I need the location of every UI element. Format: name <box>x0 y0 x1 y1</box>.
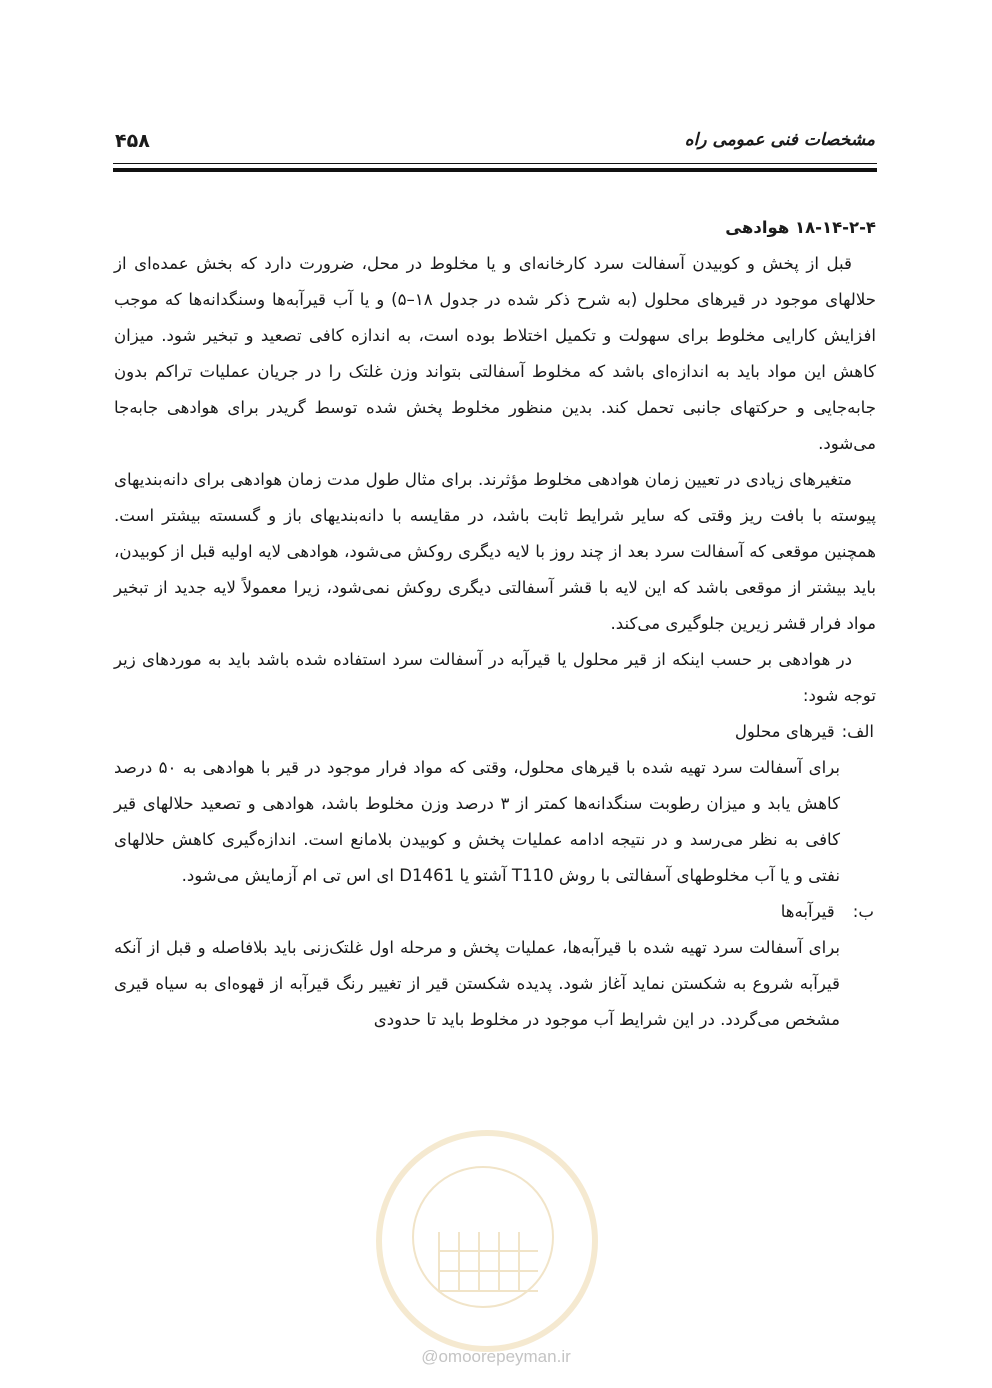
running-title: مشخصات فنی عمومی راه <box>684 130 875 150</box>
item-b-label <box>114 894 876 930</box>
item-a-text: برای آسفالت سرد تهیه شده با قیرهای محلول، وقتی که مواد فرار موجود در قیر با هوادهی به ۵۰ درصد کاهش یابد و میزان رطوبت سنگدانه‌ها کمتر از ۳ درصد وزن مخلوط باشد، هوادهی و تصعید حلالهای قیر کافی به نظر می‌رسد و در نتیجه ادامه عملیات پخش و کوبیدن بلامانع است. اندازه‌گیری کاهش حلالهای نفتی و یا آب مخلوطهای آسفالتی با روش T110 آشتو یا D1461 ای اس تی ام آزمایش می‌شود. <box>114 758 841 885</box>
section-heading: ۱۸-۱۴-۲-۴ هوادهی <box>725 218 876 237</box>
header-rule-thick <box>113 168 877 172</box>
paragraph: متغیرهای زیادی در تعیین زمان هوادهی مخلوط مؤثرند. برای مثال طول مدت زمان هوادهی برای دانه‌بندیهای پیوسته با بافت ریز وقتی که سایر شرایط ثابت باشد، در مقایسه با دانه‌بندیهای باز و گسسته بیشتر است. همچنین موقعی که آسفالت سرد بعد از چند روز با لایه دیگری روکش می‌شود، هوادهی لایه اولیه قبل از کوبیدن، باید بیشتر از موقعی باشد که این لایه با قشر آسفالتی دیگری روکش نمی‌شود، زیرا معمولاً لایه جدید از تبخیر مواد فرار قشر زیرین جلوگیری می‌کند. <box>114 470 876 633</box>
watermark-inner-ring <box>412 1166 554 1308</box>
watermark-seal-logo <box>376 1130 598 1352</box>
paragraph: در هوادهی بر حسب اینکه از قیر محلول یا قیرآبه در آسفالت سرد استفاده شده باشد باید به موردهای زیر توجه شود: <box>114 650 876 705</box>
page-header <box>115 130 875 154</box>
section-body <box>114 210 876 1038</box>
item-a-tag: الف: <box>841 722 874 741</box>
item-b-title: قیرآبه‌ها <box>780 902 835 921</box>
paragraph: قبل از پخش و کوبیدن آسفالت سرد کارخانه‌ای و یا مخلوط در محل، ضرورت دارد که بخش عمده‌ای از حلالهای موجود در قیرهای محلول (به شرح ذکر شده در جدول ۱۸–۵) و یا آب قیرآبه‌ها وسنگدانه‌ها که موجب افزایش کارایی مخلوط برای سهولت و تکمیل اختلاط بوده است، به اندازه کافی تصعید و تبخیر شود. میزان کاهش این مواد باید به اندازه‌ای باشد که مخلوط آسفالتی بتواند وزن غلتک را در جریان عملیات تراکم بدون جابه‌جایی و حرکتهای جانبی تحمل کند. بدین منظور مخلوط پخش شده توسط گریدر برای هوادهی جابه‌جا می‌شود. <box>114 254 876 453</box>
watermark-site: @omoorepeyman.ir <box>421 1347 571 1366</box>
item-a-title: قیرهای محلول <box>734 722 835 741</box>
item-b-tag: ب: <box>852 902 874 921</box>
item-a-label <box>114 714 876 750</box>
watermark-grid-icon <box>438 1232 538 1292</box>
header-rule-thin <box>113 163 877 164</box>
item-b-text: برای آسفالت سرد تهیه شده با قیرآبه‌ها، عملیات پخش و مرحله اول غلتک‌زنی باید بلافاصله و قبل از آنکه قیرآبه شروع به شکستن نماید آغاز شود. پدیده شکستن قیر از تغییر رنگ قیرآبه از قهوه‌ای به سیاه قیری مشخص می‌گردد. در این شرایط آب موجود در مخلوط باید تا حدودی <box>114 938 840 1029</box>
page-number: ۴۵۸ <box>115 130 150 152</box>
